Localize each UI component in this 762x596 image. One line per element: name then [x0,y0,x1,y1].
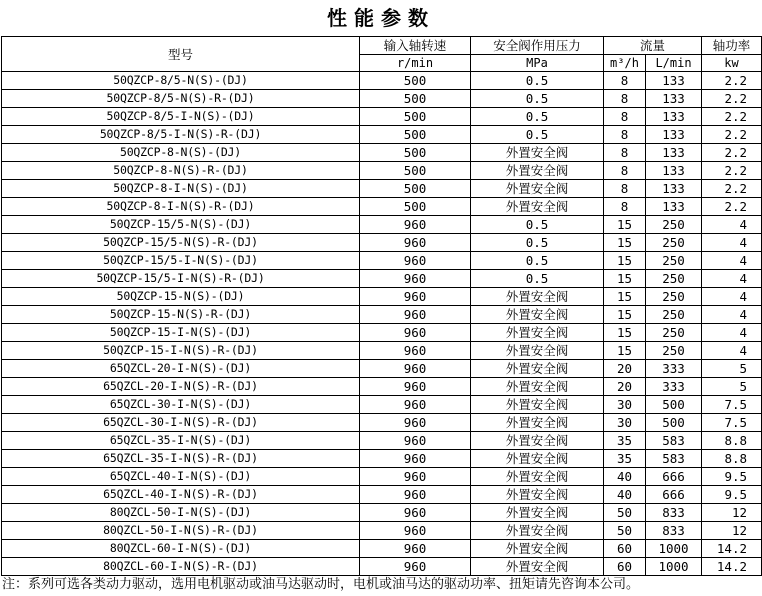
cell-power: 7.5 [702,396,762,414]
cell-flow-m3: 50 [604,522,646,540]
cell-power: 4 [702,270,762,288]
cell-speed: 960 [360,504,471,522]
cell-pressure: 外置安全阀 [471,558,604,576]
cell-model: 50QZCP-8-N(S)-R-(DJ) [2,162,360,180]
cell-model: 65QZCL-40-I-N(S)-(DJ) [2,468,360,486]
cell-speed: 960 [360,216,471,234]
table-row [2,198,762,216]
cell-model: 50QZCP-15/5-I-N(S)-R-(DJ) [2,270,360,288]
cell-pressure: 外置安全阀 [471,198,604,216]
cell-speed: 960 [360,558,471,576]
cell-speed: 960 [360,414,471,432]
cell-flow-l: 500 [646,414,702,432]
cell-power: 2.2 [702,90,762,108]
cell-power: 4 [702,252,762,270]
cell-model: 50QZCP-15/5-N(S)-(DJ) [2,216,360,234]
cell-flow-m3: 35 [604,450,646,468]
cell-pressure: 0.5 [471,234,604,252]
table-row [2,396,762,414]
cell-flow-m3: 30 [604,396,646,414]
cell-pressure: 外置安全阀 [471,486,604,504]
cell-speed: 500 [360,198,471,216]
cell-flow-m3: 8 [604,90,646,108]
table-row [2,216,762,234]
cell-pressure: 外置安全阀 [471,306,604,324]
cell-power: 4 [702,342,762,360]
cell-flow-m3: 8 [604,144,646,162]
cell-pressure: 外置安全阀 [471,144,604,162]
cell-model: 50QZCP-8-N(S)-(DJ) [2,144,360,162]
cell-flow-m3: 60 [604,540,646,558]
cell-speed: 500 [360,144,471,162]
cell-flow-l: 250 [646,324,702,342]
table-row [2,144,762,162]
cell-flow-l: 583 [646,450,702,468]
cell-speed: 960 [360,360,471,378]
cell-flow-l: 250 [646,252,702,270]
cell-power: 2.2 [702,108,762,126]
cell-power: 4 [702,324,762,342]
cell-power: 9.5 [702,468,762,486]
cell-model: 80QZCL-50-I-N(S)-R-(DJ) [2,522,360,540]
table-row [2,324,762,342]
header-power: 轴功率 [702,37,762,55]
cell-speed: 960 [360,378,471,396]
cell-speed: 960 [360,396,471,414]
cell-flow-m3: 35 [604,432,646,450]
cell-flow-l: 133 [646,144,702,162]
cell-model: 65QZCL-20-I-N(S)-(DJ) [2,360,360,378]
cell-pressure: 外置安全阀 [471,450,604,468]
table-row [2,252,762,270]
cell-speed: 960 [360,522,471,540]
cell-speed: 960 [360,486,471,504]
table-row [2,360,762,378]
cell-model: 65QZCL-20-I-N(S)-R-(DJ) [2,378,360,396]
cell-pressure: 外置安全阀 [471,396,604,414]
cell-pressure: 外置安全阀 [471,540,604,558]
cell-speed: 960 [360,540,471,558]
cell-pressure: 外置安全阀 [471,414,604,432]
cell-power: 2.2 [702,72,762,90]
cell-flow-m3: 15 [604,306,646,324]
cell-flow-m3: 50 [604,504,646,522]
cell-pressure: 外置安全阀 [471,180,604,198]
cell-speed: 960 [360,432,471,450]
table-row [2,108,762,126]
cell-pressure: 外置安全阀 [471,468,604,486]
cell-speed: 960 [360,450,471,468]
cell-speed: 960 [360,270,471,288]
cell-flow-l: 250 [646,234,702,252]
table-row [2,504,762,522]
table-row [2,162,762,180]
cell-pressure: 外置安全阀 [471,360,604,378]
cell-power: 2.2 [702,126,762,144]
cell-speed: 500 [360,72,471,90]
table-row [2,522,762,540]
cell-model: 50QZCP-15-I-N(S)-(DJ) [2,324,360,342]
cell-flow-m3: 15 [604,288,646,306]
cell-model: 50QZCP-8/5-I-N(S)-(DJ) [2,108,360,126]
cell-model: 65QZCL-30-I-N(S)-(DJ) [2,396,360,414]
cell-power: 12 [702,522,762,540]
cell-flow-l: 583 [646,432,702,450]
cell-speed: 500 [360,126,471,144]
cell-flow-m3: 8 [604,198,646,216]
cell-power: 2.2 [702,144,762,162]
cell-flow-l: 1000 [646,540,702,558]
cell-flow-l: 1000 [646,558,702,576]
cell-power: 8.8 [702,432,762,450]
cell-model: 65QZCL-35-I-N(S)-R-(DJ) [2,450,360,468]
table-row [2,486,762,504]
header-speed: 输入轴转速 [360,37,471,55]
cell-speed: 960 [360,288,471,306]
cell-pressure: 外置安全阀 [471,504,604,522]
cell-pressure: 外置安全阀 [471,342,604,360]
cell-model: 65QZCL-30-I-N(S)-R-(DJ) [2,414,360,432]
cell-pressure: 0.5 [471,108,604,126]
cell-model: 50QZCP-8-I-N(S)-R-(DJ) [2,198,360,216]
cell-speed: 960 [360,342,471,360]
cell-flow-l: 500 [646,396,702,414]
cell-flow-m3: 40 [604,486,646,504]
cell-speed: 500 [360,90,471,108]
cell-flow-l: 250 [646,288,702,306]
cell-flow-l: 250 [646,216,702,234]
cell-model: 50QZCP-15-N(S)-R-(DJ) [2,306,360,324]
cell-flow-m3: 8 [604,180,646,198]
cell-flow-l: 333 [646,360,702,378]
table-row [2,180,762,198]
cell-flow-m3: 20 [604,360,646,378]
header-flow-unit-l: L/min [646,55,702,72]
cell-flow-l: 833 [646,504,702,522]
table-row [2,126,762,144]
cell-flow-l: 833 [646,522,702,540]
table-row [2,72,762,90]
table-row [2,468,762,486]
cell-flow-l: 133 [646,108,702,126]
table-row [2,414,762,432]
cell-pressure: 外置安全阀 [471,162,604,180]
table-row [2,378,762,396]
cell-flow-l: 250 [646,342,702,360]
cell-pressure: 外置安全阀 [471,522,604,540]
cell-flow-l: 250 [646,306,702,324]
cell-speed: 960 [360,324,471,342]
table-row [2,432,762,450]
cell-model: 50QZCP-15-I-N(S)-R-(DJ) [2,342,360,360]
cell-speed: 500 [360,180,471,198]
header-flow: 流量 [604,37,702,55]
cell-flow-m3: 15 [604,270,646,288]
table-row [2,450,762,468]
cell-power: 14.2 [702,540,762,558]
cell-flow-l: 666 [646,486,702,504]
cell-model: 50QZCP-15/5-I-N(S)-(DJ) [2,252,360,270]
cell-flow-m3: 15 [604,324,646,342]
cell-model: 65QZCL-35-I-N(S)-(DJ) [2,432,360,450]
cell-power: 5 [702,378,762,396]
cell-flow-l: 133 [646,72,702,90]
cell-pressure: 0.5 [471,216,604,234]
cell-speed: 500 [360,162,471,180]
cell-flow-m3: 60 [604,558,646,576]
cell-power: 2.2 [702,180,762,198]
cell-flow-m3: 8 [604,126,646,144]
table-row [2,288,762,306]
cell-model: 50QZCP-15/5-N(S)-R-(DJ) [2,234,360,252]
cell-flow-m3: 15 [604,216,646,234]
cell-model: 80QZCL-50-I-N(S)-(DJ) [2,504,360,522]
header-speed-unit: r/min [360,55,471,72]
cell-model: 50QZCP-8/5-I-N(S)-R-(DJ) [2,126,360,144]
cell-power: 7.5 [702,414,762,432]
cell-power: 8.8 [702,450,762,468]
header-pressure-unit: MPa [471,55,604,72]
header-flow-unit-m3: m³/h [604,55,646,72]
cell-power: 4 [702,288,762,306]
cell-power: 4 [702,216,762,234]
cell-flow-m3: 8 [604,72,646,90]
cell-pressure: 0.5 [471,270,604,288]
performance-table [1,36,762,576]
header-pressure: 安全阀作用压力 [471,37,604,55]
cell-power: 5 [702,360,762,378]
cell-flow-m3: 15 [604,342,646,360]
cell-flow-m3: 40 [604,468,646,486]
table-row [2,270,762,288]
cell-pressure: 外置安全阀 [471,324,604,342]
cell-model: 65QZCL-40-I-N(S)-R-(DJ) [2,486,360,504]
cell-power: 4 [702,234,762,252]
cell-flow-l: 133 [646,180,702,198]
table-row [2,306,762,324]
cell-model: 50QZCP-8/5-N(S)-(DJ) [2,72,360,90]
cell-flow-l: 133 [646,198,702,216]
cell-flow-m3: 15 [604,234,646,252]
cell-pressure: 外置安全阀 [471,288,604,306]
cell-flow-l: 333 [646,378,702,396]
cell-pressure: 外置安全阀 [471,378,604,396]
cell-power: 2.2 [702,162,762,180]
cell-flow-m3: 15 [604,252,646,270]
cell-speed: 960 [360,468,471,486]
cell-model: 80QZCL-60-I-N(S)-(DJ) [2,540,360,558]
table-row [2,90,762,108]
cell-flow-m3: 30 [604,414,646,432]
cell-pressure: 0.5 [471,252,604,270]
cell-power: 12 [702,504,762,522]
cell-flow-l: 133 [646,126,702,144]
page-title: 性能参数 [327,6,435,30]
table-row [2,342,762,360]
cell-flow-l: 133 [646,162,702,180]
cell-flow-m3: 20 [604,378,646,396]
cell-speed: 960 [360,306,471,324]
cell-flow-l: 133 [646,90,702,108]
cell-flow-l: 666 [646,468,702,486]
cell-speed: 960 [360,252,471,270]
footnote: 注：系列可选各类动力驱动，选用电机驱动或油马达驱动时，电机或油马达的驱动功率、扭矩请先咨询本公司。 [2,577,640,592]
cell-power: 4 [702,306,762,324]
cell-flow-m3: 8 [604,108,646,126]
header-power-unit: kw [702,55,762,72]
cell-pressure: 0.5 [471,90,604,108]
cell-model: 50QZCP-15-N(S)-(DJ) [2,288,360,306]
cell-pressure: 0.5 [471,72,604,90]
cell-power: 14.2 [702,558,762,576]
cell-speed: 960 [360,234,471,252]
cell-flow-l: 250 [646,270,702,288]
cell-power: 2.2 [702,198,762,216]
table-row [2,558,762,576]
cell-pressure: 外置安全阀 [471,432,604,450]
cell-power: 9.5 [702,486,762,504]
cell-model: 50QZCP-8-I-N(S)-(DJ) [2,180,360,198]
cell-pressure: 0.5 [471,126,604,144]
table-row [2,234,762,252]
cell-speed: 500 [360,108,471,126]
header-model: 型号 [2,37,360,72]
cell-model: 50QZCP-8/5-N(S)-R-(DJ) [2,90,360,108]
table-row [2,540,762,558]
header-row-1 [2,37,762,55]
cell-model: 80QZCL-60-I-N(S)-R-(DJ) [2,558,360,576]
cell-flow-m3: 8 [604,162,646,180]
